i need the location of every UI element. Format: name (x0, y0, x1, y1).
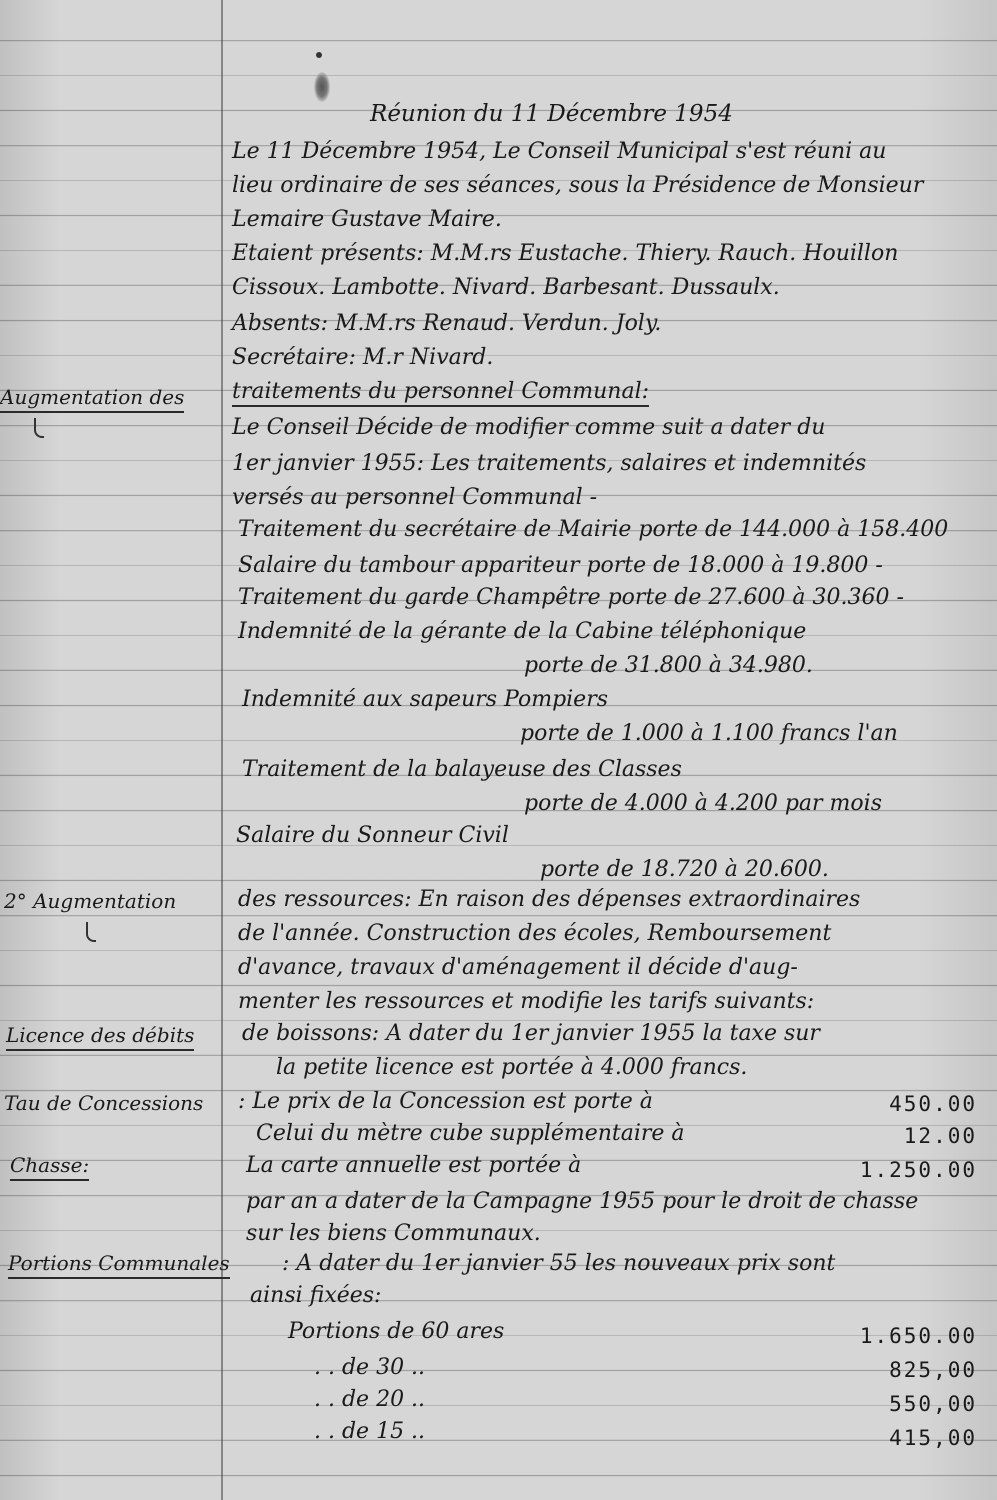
salary-item: Indemnité de la gérante de la Cabine téléphonique (238, 619, 807, 644)
body-line: : A dater du 1er janvier 55 les nouveaux prix sont (282, 1251, 836, 1276)
body-line: Lemaire Gustave Maire. (232, 207, 502, 232)
salary-item-amount: porte de 31.800 à 34.980. (524, 653, 813, 678)
salary-item: Traitement du secrétaire de Mairie porte de 144.000 à 158.400 (238, 517, 949, 542)
salary-item: Salaire du tambour appariteur porte de 18.000 à 19.800 - (238, 553, 883, 578)
portion-amount: 415,00 (889, 1426, 977, 1450)
margin-heading-salaries: Augmentation des (0, 384, 184, 413)
body-line: Celui du mètre cube supplémentaire à (256, 1121, 685, 1146)
portion-amount: 1.650.00 (859, 1324, 977, 1348)
attendees-present: Etaient présents: M.M.rs Eustache. Thiery. Rauch. Houillon (232, 241, 899, 266)
body-line: : Le prix de la Concession est porte à (238, 1089, 653, 1114)
portion-amount: 550,00 (889, 1392, 977, 1416)
salary-item: Traitement de la balayeuse des Classes (242, 757, 682, 782)
body-line (232, 378, 649, 406)
body-line: La carte annuelle est portée à (246, 1153, 582, 1178)
attendees-present-cont: Cissoux. Lambotte. Nivard. Barbesant. Dussaulx. (232, 275, 780, 300)
margin-hook (34, 418, 44, 438)
body-line: la petite licence est portée à 4.000 francs. (276, 1055, 748, 1080)
attendees-absent: Absents: M.M.rs Renaud. Verdun. Joly. (232, 311, 662, 336)
salary-item: Indemnité aux sapeurs Pompiers (242, 687, 609, 712)
margin-heading-resources: 2° Augmentation (4, 889, 177, 913)
margin-hook (86, 922, 96, 942)
portion-row: Portions de 60 ares (288, 1319, 505, 1344)
body-line: menter les ressources et modifie les tarifs suivants: (238, 989, 815, 1014)
ink-blot (314, 72, 330, 102)
margin-heading-hunting: Chasse: (10, 1152, 89, 1181)
hunting-card-amount: 1.250.00 (859, 1158, 977, 1182)
margin-heading-concessions: Tau de Concessions (4, 1091, 204, 1115)
body-line: des ressources: En raison des dépenses extraordinaires (238, 887, 861, 912)
portion-amount: 825,00 (889, 1358, 977, 1382)
margin-heading-licence: Licence des débits (6, 1022, 194, 1051)
body-line: 1er janvier 1955: Les traitements, salaires et indemnités (232, 451, 867, 476)
margin-heading-portions: Portions Communales (8, 1250, 230, 1279)
body-line: d'avance, travaux d'aménagement il décide d'aug- (238, 955, 798, 980)
portion-row: . . de 20 .. (314, 1387, 426, 1412)
body-line: Le Conseil Décide de modifier comme suit a dater du (232, 415, 826, 440)
ink-dot (316, 52, 322, 58)
body-line: lieu ordinaire de ses séances, sous la Présidence de Monsieur (232, 173, 924, 198)
portion-row: . . de 15 .. (314, 1419, 426, 1444)
salary-item-amount: porte de 4.000 à 4.200 par mois (524, 791, 882, 816)
body-line: Le 11 Décembre 1954, Le Conseil Municipal s'est réuni au (232, 139, 887, 164)
section-heading-salaries: traitements du personnel Communal: (232, 379, 649, 407)
body-line: sur les biens Communaux. (246, 1221, 541, 1246)
cubic-metre-amount: 12.00 (903, 1124, 977, 1148)
secretary-line: Secrétaire: M.r Nivard. (232, 345, 494, 370)
concession-amount: 450.00 (889, 1092, 977, 1116)
body-line: ainsi fixées: (250, 1283, 382, 1308)
portion-row: . . de 30 .. (314, 1355, 426, 1380)
meeting-title: Réunion du 11 Décembre 1954 (370, 101, 733, 127)
salary-item-amount: porte de 1.000 à 1.100 francs l'an (520, 721, 898, 746)
salary-item-amount: porte de 18.720 à 20.600. (540, 857, 829, 882)
body-line: versés au personnel Communal - (232, 485, 598, 510)
salary-item: Salaire du Sonneur Civil (236, 823, 509, 848)
body-line: de boissons: A dater du 1er janvier 1955 la taxe sur (242, 1021, 820, 1046)
salary-item: Traitement du garde Champêtre porte de 27.600 à 30.360 - (238, 585, 904, 610)
body-line: de l'année. Construction des écoles, Remboursement (238, 921, 832, 946)
body-line: par an a dater de la Campagne 1955 pour le droit de chasse (246, 1189, 919, 1214)
